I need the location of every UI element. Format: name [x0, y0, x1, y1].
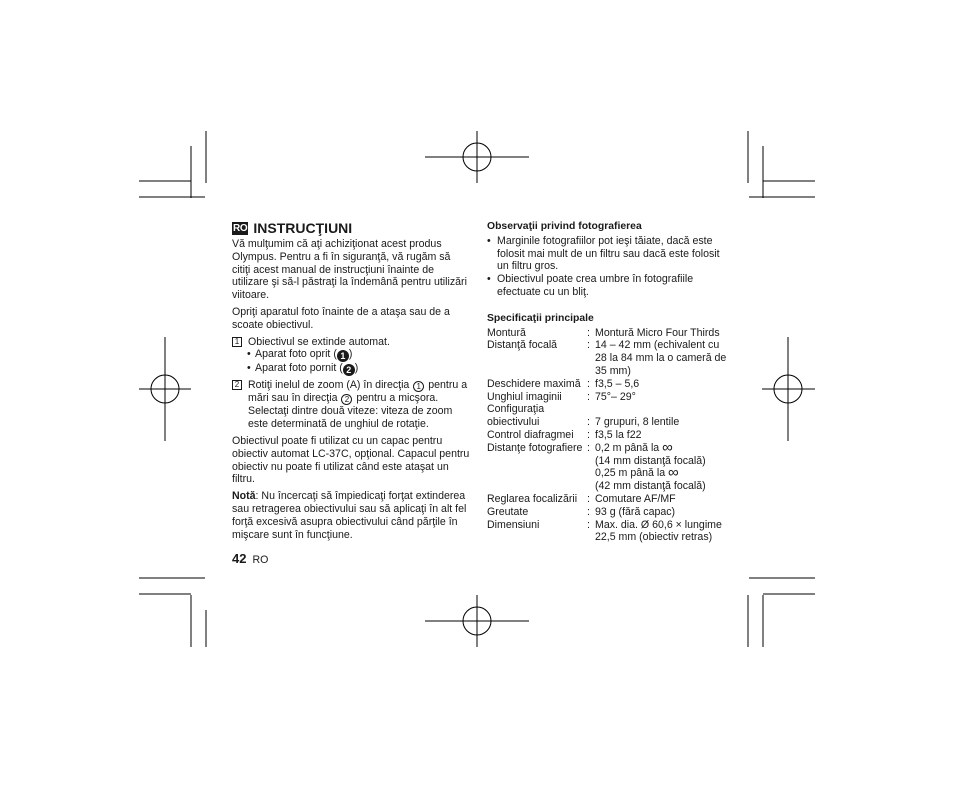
shooting-note-item: • Marginile fotografiilor pot ieşi tăiate, dacă este folosit mai mult de un filtru sau dacă este folosit un filtru gros. — [487, 234, 720, 273]
shooting-notes-heading: Observaţii privind fotografierea — [487, 221, 642, 232]
spec-row-lens-configuration: Configuraţia obiectivului : 7 grupuri, 8 lentile — [487, 403, 680, 429]
spec-row-focus-adjustment: Reglarea focalizării : Comutare AF/MF — [487, 492, 676, 505]
circled-number-2-icon: 2 — [343, 364, 355, 376]
direction-1-icon: 1 — [413, 381, 424, 392]
step-1-bullet-off: • Aparat foto oprit ( 1 ) — [247, 348, 353, 362]
page-number: 42 — [232, 551, 247, 566]
spec-row-angle-of-view: Unghiul imaginii : 75°– 29° — [487, 390, 636, 403]
direction-2-icon: 2 — [341, 394, 352, 405]
specifications-heading: Specificaţii principale — [487, 312, 594, 324]
spec-row-weight: Greutate : 93 g (fără capac) — [487, 505, 676, 518]
page-title: INSTRUCŢIUNI — [253, 220, 353, 236]
step-1-text: Obiectivul se extinde automat. — [248, 335, 390, 348]
spec-row-aperture-control: Control diafragmei : f3,5 la f22 — [487, 428, 642, 441]
intro-paragraph: Vă mulţumim că aţi achiziţionat acest produs Olympus. Pentru a fi în siguranţă, vă rugăm să citiţi acest manual de instrucţiuni înainte de utilizare şi să-l păstraţi la îndemână pentru utilizări viitoare. — [232, 238, 467, 302]
step-2 — [232, 379, 470, 431]
shooting-note-item: • Obiectivul poate crea umbre în fotografiile efectuate cu un bliţ. — [487, 273, 694, 298]
infinity-icon: ∞ — [668, 464, 679, 482]
page-footer — [232, 551, 268, 566]
spec-row-dimensions: Dimensiuni : Max. dia. Ø 60,6 × lungime 22,5 mm (obiectiv retras) — [487, 518, 722, 544]
step-2-number: 2 — [232, 380, 242, 390]
spec-row-shooting-distance: Distanţe fotografiere : 0,2 m până la ∞ (14 mm distanţă focală) 0,25 m până la ∞ (42 mm distanţă focală) — [487, 438, 706, 493]
language-badge: RO — [233, 222, 248, 234]
step-1-number: 1 — [232, 337, 242, 347]
infinity-icon: ∞ — [662, 438, 673, 456]
power-off-note: Opriţi aparatul foto înainte de a ataşa sau de a scoate obiectivul. — [232, 305, 450, 331]
right-column — [487, 221, 732, 544]
circled-number-1-icon: 1 — [337, 350, 349, 362]
spec-row-mount: Montură : Montură Micro Four Thirds — [487, 326, 720, 339]
step-1-bullet-on: • Aparat foto pornit ( 2 ) — [247, 362, 359, 376]
spec-row-max-aperture: Deschidere maximă : f3,5 – 5,6 — [487, 377, 640, 390]
section-heading — [232, 220, 470, 236]
page-language: RO — [252, 554, 269, 566]
step-1 — [232, 336, 470, 377]
spec-row-focal-length: Distanţă focală : 14 – 42 mm (echivalent cu 28 la 84 mm la o cameră de 35 mm) — [487, 339, 727, 377]
left-column — [232, 220, 470, 545]
note-label: Notă — [232, 490, 256, 503]
step-2-text: Rotiţi inelul de zoom (A) în direcţia 1 pentru a mări sau în direcţia 2 pentru a micşora. Selectaţi dintre două viteze: viteza de zoom este determinată de unghiul de rotaţie. — [248, 379, 468, 431]
warning-note: Notă: Nu încercaţi să împiedicaţi forţat extinderea sau retragerea obiectivului sau să aplicaţi în alt fel forţă excesivă asupra obiectivului când părţile în mişcare sunt în funcţiune. — [232, 490, 467, 541]
lens-cap-paragraph: Obiectivul poate fi utilizat cu un capac pentru obiectiv automat LC-37C, opţional. Capacul pentru obiectiv nu poate fi utilizat când este ataşat un filtru. — [232, 434, 470, 486]
